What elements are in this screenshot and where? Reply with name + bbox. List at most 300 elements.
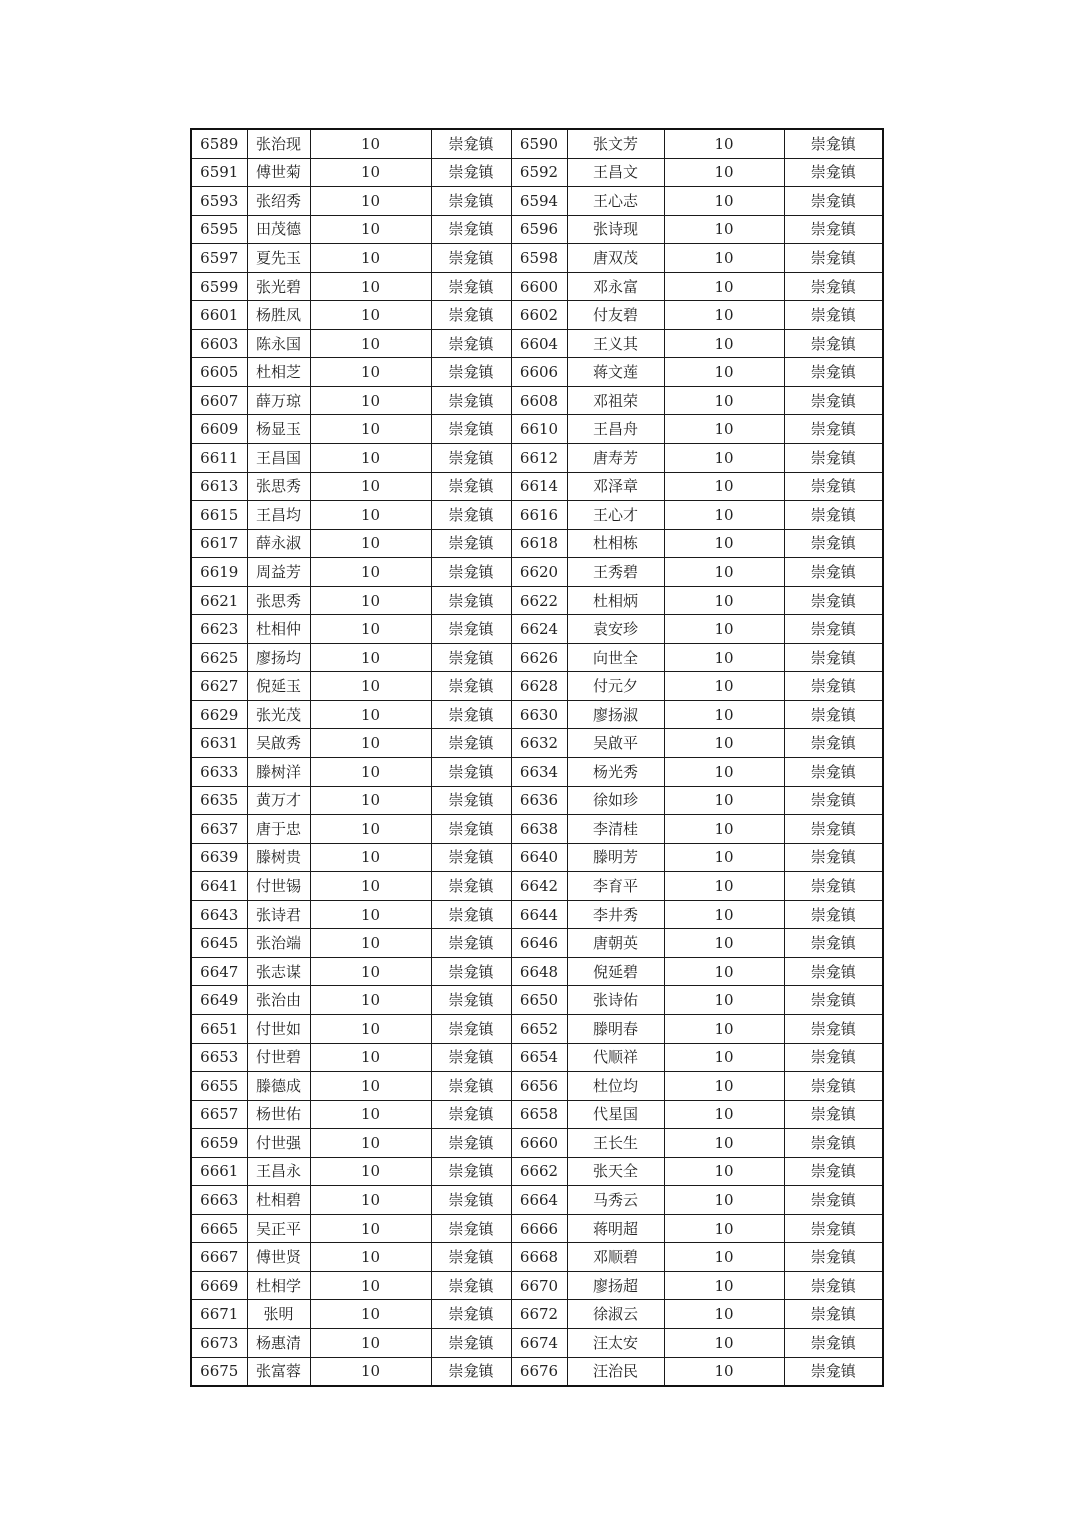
amount-cell: 10 — [664, 1100, 784, 1129]
table-row — [191, 729, 883, 758]
amount-cell: 10 — [310, 1100, 431, 1129]
person-name-cell: 薛万琼 — [247, 386, 310, 415]
record-number-cell: 6614 — [511, 472, 567, 501]
person-name-cell: 汪太安 — [567, 1328, 664, 1357]
town-cell: 崇龛镇 — [431, 758, 511, 787]
person-name-cell: 薛永淑 — [247, 529, 310, 558]
amount-cell: 10 — [664, 187, 784, 216]
record-number-cell: 6676 — [511, 1357, 567, 1386]
amount-cell: 10 — [310, 1271, 431, 1300]
amount-cell: 10 — [310, 444, 431, 473]
town-cell: 崇龛镇 — [784, 872, 883, 901]
record-number-cell: 6621 — [191, 586, 247, 615]
table-row — [191, 1328, 883, 1357]
town-cell: 崇龛镇 — [431, 1100, 511, 1129]
record-number-cell: 6661 — [191, 1157, 247, 1186]
person-name-cell: 张光碧 — [247, 272, 310, 301]
record-number-cell: 6654 — [511, 1043, 567, 1072]
amount-cell: 10 — [310, 1072, 431, 1101]
town-cell: 崇龛镇 — [431, 558, 511, 587]
table-row — [191, 358, 883, 387]
town-cell: 崇龛镇 — [431, 1072, 511, 1101]
person-name-cell: 唐于忠 — [247, 815, 310, 844]
person-name-cell: 邓顺碧 — [567, 1243, 664, 1272]
town-cell: 崇龛镇 — [431, 1014, 511, 1043]
record-number-cell: 6656 — [511, 1072, 567, 1101]
record-number-cell: 6651 — [191, 1014, 247, 1043]
record-number-cell: 6596 — [511, 215, 567, 244]
subsidy-list-table — [190, 128, 884, 1387]
person-name-cell: 张光茂 — [247, 700, 310, 729]
amount-cell: 10 — [310, 501, 431, 530]
person-name-cell: 蒋文莲 — [567, 358, 664, 387]
amount-cell: 10 — [310, 1129, 431, 1158]
amount-cell: 10 — [664, 872, 784, 901]
person-name-cell: 唐寿芳 — [567, 444, 664, 473]
table-row — [191, 1186, 883, 1215]
table-row — [191, 472, 883, 501]
town-cell: 崇龛镇 — [784, 158, 883, 187]
amount-cell: 10 — [310, 529, 431, 558]
record-number-cell: 6664 — [511, 1186, 567, 1215]
amount-cell: 10 — [664, 215, 784, 244]
amount-cell: 10 — [664, 1357, 784, 1386]
record-number-cell: 6628 — [511, 672, 567, 701]
amount-cell: 10 — [310, 215, 431, 244]
amount-cell: 10 — [664, 358, 784, 387]
table-row — [191, 301, 883, 330]
person-name-cell: 廖扬淑 — [567, 700, 664, 729]
table-row — [191, 1300, 883, 1329]
town-cell: 崇龛镇 — [431, 1043, 511, 1072]
record-number-cell: 6615 — [191, 501, 247, 530]
record-number-cell: 6626 — [511, 643, 567, 672]
record-number-cell: 6604 — [511, 329, 567, 358]
town-cell: 崇龛镇 — [784, 1186, 883, 1215]
amount-cell: 10 — [664, 129, 784, 158]
person-name-cell: 黄万才 — [247, 786, 310, 815]
person-name-cell: 王秀碧 — [567, 558, 664, 587]
town-cell: 崇龛镇 — [784, 1072, 883, 1101]
table-row — [191, 1157, 883, 1186]
amount-cell: 10 — [310, 1157, 431, 1186]
table-row — [191, 158, 883, 187]
record-number-cell: 6618 — [511, 529, 567, 558]
table-row — [191, 986, 883, 1015]
amount-cell: 10 — [310, 358, 431, 387]
amount-cell: 10 — [310, 187, 431, 216]
town-cell: 崇龛镇 — [431, 586, 511, 615]
town-cell: 崇龛镇 — [784, 529, 883, 558]
person-name-cell: 向世全 — [567, 643, 664, 672]
amount-cell: 10 — [310, 929, 431, 958]
record-number-cell: 6591 — [191, 158, 247, 187]
person-name-cell: 夏先玉 — [247, 244, 310, 273]
table-body — [191, 129, 883, 1386]
amount-cell: 10 — [310, 843, 431, 872]
person-name-cell: 张治现 — [247, 129, 310, 158]
person-name-cell: 杨胜凤 — [247, 301, 310, 330]
person-name-cell: 杜相芝 — [247, 358, 310, 387]
person-name-cell: 杜相栋 — [567, 529, 664, 558]
town-cell: 崇龛镇 — [431, 1357, 511, 1386]
table-row — [191, 1043, 883, 1072]
person-name-cell: 倪延玉 — [247, 672, 310, 701]
amount-cell: 10 — [310, 1014, 431, 1043]
town-cell: 崇龛镇 — [431, 1214, 511, 1243]
person-name-cell: 滕德成 — [247, 1072, 310, 1101]
person-name-cell: 倪延碧 — [567, 957, 664, 986]
person-name-cell: 李井秀 — [567, 900, 664, 929]
amount-cell: 10 — [310, 786, 431, 815]
record-number-cell: 6609 — [191, 415, 247, 444]
person-name-cell: 徐如珍 — [567, 786, 664, 815]
town-cell: 崇龛镇 — [431, 900, 511, 929]
record-number-cell: 6589 — [191, 129, 247, 158]
person-name-cell: 杨世佑 — [247, 1100, 310, 1129]
record-number-cell: 6611 — [191, 444, 247, 473]
person-name-cell: 傅世菊 — [247, 158, 310, 187]
amount-cell: 10 — [664, 472, 784, 501]
table-row — [191, 529, 883, 558]
town-cell: 崇龛镇 — [431, 215, 511, 244]
amount-cell: 10 — [310, 1300, 431, 1329]
amount-cell: 10 — [664, 900, 784, 929]
town-cell: 崇龛镇 — [431, 872, 511, 901]
record-number-cell: 6667 — [191, 1243, 247, 1272]
person-name-cell: 吴啟平 — [567, 729, 664, 758]
record-number-cell: 6616 — [511, 501, 567, 530]
record-number-cell: 6645 — [191, 929, 247, 958]
record-number-cell: 6613 — [191, 472, 247, 501]
town-cell: 崇龛镇 — [431, 957, 511, 986]
table-row — [191, 957, 883, 986]
person-name-cell: 廖扬均 — [247, 643, 310, 672]
town-cell: 崇龛镇 — [431, 272, 511, 301]
amount-cell: 10 — [664, 158, 784, 187]
record-number-cell: 6635 — [191, 786, 247, 815]
town-cell: 崇龛镇 — [784, 386, 883, 415]
table-row — [191, 1129, 883, 1158]
amount-cell: 10 — [664, 529, 784, 558]
town-cell: 崇龛镇 — [784, 1357, 883, 1386]
person-name-cell: 滕明春 — [567, 1014, 664, 1043]
town-cell: 崇龛镇 — [784, 444, 883, 473]
amount-cell: 10 — [310, 386, 431, 415]
town-cell: 崇龛镇 — [784, 1014, 883, 1043]
person-name-cell: 代星国 — [567, 1100, 664, 1129]
table-row — [191, 843, 883, 872]
record-number-cell: 6663 — [191, 1186, 247, 1215]
town-cell: 崇龛镇 — [431, 1129, 511, 1158]
person-name-cell: 王昌舟 — [567, 415, 664, 444]
record-number-cell: 6629 — [191, 700, 247, 729]
table-row — [191, 900, 883, 929]
record-number-cell: 6639 — [191, 843, 247, 872]
amount-cell: 10 — [664, 558, 784, 587]
town-cell: 崇龛镇 — [431, 786, 511, 815]
person-name-cell: 滕树贵 — [247, 843, 310, 872]
person-name-cell: 张天全 — [567, 1157, 664, 1186]
table-row — [191, 1214, 883, 1243]
record-number-cell: 6634 — [511, 758, 567, 787]
record-number-cell: 6595 — [191, 215, 247, 244]
record-number-cell: 6672 — [511, 1300, 567, 1329]
record-number-cell: 6605 — [191, 358, 247, 387]
town-cell: 崇龛镇 — [431, 244, 511, 273]
person-name-cell: 袁安珍 — [567, 615, 664, 644]
person-name-cell: 田茂德 — [247, 215, 310, 244]
record-number-cell: 6643 — [191, 900, 247, 929]
amount-cell: 10 — [664, 615, 784, 644]
record-number-cell: 6668 — [511, 1243, 567, 1272]
town-cell: 崇龛镇 — [784, 815, 883, 844]
amount-cell: 10 — [310, 415, 431, 444]
record-number-cell: 6610 — [511, 415, 567, 444]
amount-cell: 10 — [310, 1357, 431, 1386]
table-row — [191, 244, 883, 273]
person-name-cell: 徐淑云 — [567, 1300, 664, 1329]
town-cell: 崇龛镇 — [431, 187, 511, 216]
town-cell: 崇龛镇 — [431, 444, 511, 473]
amount-cell: 10 — [664, 1072, 784, 1101]
record-number-cell: 6623 — [191, 615, 247, 644]
town-cell: 崇龛镇 — [784, 1214, 883, 1243]
town-cell: 崇龛镇 — [431, 472, 511, 501]
record-number-cell: 6640 — [511, 843, 567, 872]
table-row — [191, 501, 883, 530]
person-name-cell: 蒋明超 — [567, 1214, 664, 1243]
amount-cell: 10 — [664, 758, 784, 787]
record-number-cell: 6642 — [511, 872, 567, 901]
record-number-cell: 6631 — [191, 729, 247, 758]
person-name-cell: 付元夕 — [567, 672, 664, 701]
record-number-cell: 6632 — [511, 729, 567, 758]
town-cell: 崇龛镇 — [431, 301, 511, 330]
record-number-cell: 6670 — [511, 1271, 567, 1300]
person-name-cell: 王长生 — [567, 1129, 664, 1158]
table-row — [191, 700, 883, 729]
person-name-cell: 张诗现 — [567, 215, 664, 244]
person-name-cell: 张明 — [247, 1300, 310, 1329]
person-name-cell: 周益芳 — [247, 558, 310, 587]
person-name-cell: 邓祖荣 — [567, 386, 664, 415]
town-cell: 崇龛镇 — [784, 272, 883, 301]
town-cell: 崇龛镇 — [431, 1328, 511, 1357]
amount-cell: 10 — [664, 1271, 784, 1300]
person-name-cell: 邓泽章 — [567, 472, 664, 501]
record-number-cell: 6662 — [511, 1157, 567, 1186]
record-number-cell: 6598 — [511, 244, 567, 273]
amount-cell: 10 — [310, 158, 431, 187]
amount-cell: 10 — [664, 301, 784, 330]
person-name-cell: 杜相学 — [247, 1271, 310, 1300]
person-name-cell: 代顺祥 — [567, 1043, 664, 1072]
table-row — [191, 1072, 883, 1101]
amount-cell: 10 — [310, 957, 431, 986]
town-cell: 崇龛镇 — [784, 129, 883, 158]
amount-cell: 10 — [310, 301, 431, 330]
town-cell: 崇龛镇 — [431, 529, 511, 558]
record-number-cell: 6619 — [191, 558, 247, 587]
town-cell: 崇龛镇 — [431, 815, 511, 844]
town-cell: 崇龛镇 — [784, 672, 883, 701]
amount-cell: 10 — [664, 986, 784, 1015]
amount-cell: 10 — [310, 129, 431, 158]
record-number-cell: 6657 — [191, 1100, 247, 1129]
amount-cell: 10 — [664, 1014, 784, 1043]
amount-cell: 10 — [310, 472, 431, 501]
table-row — [191, 929, 883, 958]
person-name-cell: 杜相炳 — [567, 586, 664, 615]
person-name-cell: 王昌国 — [247, 444, 310, 473]
table-row — [191, 558, 883, 587]
table-row — [191, 215, 883, 244]
record-number-cell: 6601 — [191, 301, 247, 330]
record-number-cell: 6666 — [511, 1214, 567, 1243]
town-cell: 崇龛镇 — [784, 1129, 883, 1158]
town-cell: 崇龛镇 — [431, 1186, 511, 1215]
town-cell: 崇龛镇 — [784, 843, 883, 872]
amount-cell: 10 — [310, 244, 431, 273]
town-cell: 崇龛镇 — [784, 1300, 883, 1329]
person-name-cell: 张诗君 — [247, 900, 310, 929]
amount-cell: 10 — [664, 957, 784, 986]
record-number-cell: 6675 — [191, 1357, 247, 1386]
record-number-cell: 6649 — [191, 986, 247, 1015]
person-name-cell: 邓永富 — [567, 272, 664, 301]
record-number-cell: 6665 — [191, 1214, 247, 1243]
record-number-cell: 6627 — [191, 672, 247, 701]
record-number-cell: 6644 — [511, 900, 567, 929]
town-cell: 崇龛镇 — [784, 244, 883, 273]
record-number-cell: 6653 — [191, 1043, 247, 1072]
amount-cell: 10 — [664, 1300, 784, 1329]
town-cell: 崇龛镇 — [784, 615, 883, 644]
record-number-cell: 6655 — [191, 1072, 247, 1101]
person-name-cell: 王昌文 — [567, 158, 664, 187]
amount-cell: 10 — [664, 672, 784, 701]
amount-cell: 10 — [664, 1186, 784, 1215]
record-number-cell: 6652 — [511, 1014, 567, 1043]
town-cell: 崇龛镇 — [784, 1043, 883, 1072]
person-name-cell: 杨惠清 — [247, 1328, 310, 1357]
town-cell: 崇龛镇 — [431, 358, 511, 387]
record-number-cell: 6630 — [511, 700, 567, 729]
record-number-cell: 6592 — [511, 158, 567, 187]
person-name-cell: 马秀云 — [567, 1186, 664, 1215]
person-name-cell: 杜位均 — [567, 1072, 664, 1101]
amount-cell: 10 — [664, 386, 784, 415]
table-row — [191, 615, 883, 644]
amount-cell: 10 — [664, 586, 784, 615]
record-number-cell: 6600 — [511, 272, 567, 301]
person-name-cell: 张志谋 — [247, 957, 310, 986]
amount-cell: 10 — [310, 1043, 431, 1072]
town-cell: 崇龛镇 — [784, 301, 883, 330]
person-name-cell: 滕明芳 — [567, 843, 664, 872]
town-cell: 崇龛镇 — [784, 929, 883, 958]
town-cell: 崇龛镇 — [784, 1100, 883, 1129]
person-name-cell: 张思秀 — [247, 472, 310, 501]
table-row — [191, 1100, 883, 1129]
town-cell: 崇龛镇 — [431, 615, 511, 644]
record-number-cell: 6620 — [511, 558, 567, 587]
town-cell: 崇龛镇 — [784, 501, 883, 530]
town-cell: 崇龛镇 — [431, 643, 511, 672]
person-name-cell: 张思秀 — [247, 586, 310, 615]
record-number-cell: 6594 — [511, 187, 567, 216]
record-number-cell: 6660 — [511, 1129, 567, 1158]
person-name-cell: 唐双茂 — [567, 244, 664, 273]
person-name-cell: 付世锡 — [247, 872, 310, 901]
town-cell: 崇龛镇 — [431, 986, 511, 1015]
amount-cell: 10 — [310, 1214, 431, 1243]
town-cell: 崇龛镇 — [431, 729, 511, 758]
town-cell: 崇龛镇 — [431, 929, 511, 958]
amount-cell: 10 — [664, 1129, 784, 1158]
table-row — [191, 129, 883, 158]
amount-cell: 10 — [664, 700, 784, 729]
person-name-cell: 张治由 — [247, 986, 310, 1015]
town-cell: 崇龛镇 — [431, 329, 511, 358]
person-name-cell: 吴啟秀 — [247, 729, 310, 758]
town-cell: 崇龛镇 — [431, 700, 511, 729]
person-name-cell: 傅世贤 — [247, 1243, 310, 1272]
amount-cell: 10 — [664, 1157, 784, 1186]
person-name-cell: 李育平 — [567, 872, 664, 901]
person-name-cell: 王昌永 — [247, 1157, 310, 1186]
record-number-cell: 6597 — [191, 244, 247, 273]
town-cell: 崇龛镇 — [431, 129, 511, 158]
amount-cell: 10 — [310, 872, 431, 901]
record-number-cell: 6637 — [191, 815, 247, 844]
amount-cell: 10 — [310, 1328, 431, 1357]
person-name-cell: 张诗佑 — [567, 986, 664, 1015]
town-cell: 崇龛镇 — [784, 1157, 883, 1186]
table-row — [191, 672, 883, 701]
person-name-cell: 王义其 — [567, 329, 664, 358]
table-row — [191, 272, 883, 301]
town-cell: 崇龛镇 — [784, 900, 883, 929]
town-cell: 崇龛镇 — [784, 643, 883, 672]
record-number-cell: 6622 — [511, 586, 567, 615]
table-row — [191, 1357, 883, 1386]
table-row — [191, 187, 883, 216]
town-cell: 崇龛镇 — [784, 586, 883, 615]
table-row — [191, 872, 883, 901]
amount-cell: 10 — [664, 501, 784, 530]
record-number-cell: 6633 — [191, 758, 247, 787]
town-cell: 崇龛镇 — [784, 472, 883, 501]
town-cell: 崇龛镇 — [431, 1157, 511, 1186]
town-cell: 崇龛镇 — [784, 415, 883, 444]
amount-cell: 10 — [310, 1243, 431, 1272]
person-name-cell: 杨光秀 — [567, 758, 664, 787]
town-cell: 崇龛镇 — [431, 1243, 511, 1272]
person-name-cell: 廖扬超 — [567, 1271, 664, 1300]
person-name-cell: 张富蓉 — [247, 1357, 310, 1386]
town-cell: 崇龛镇 — [784, 329, 883, 358]
record-number-cell: 6658 — [511, 1100, 567, 1129]
town-cell: 崇龛镇 — [784, 358, 883, 387]
record-number-cell: 6608 — [511, 386, 567, 415]
person-name-cell: 付友碧 — [567, 301, 664, 330]
town-cell: 崇龛镇 — [431, 843, 511, 872]
record-number-cell: 6674 — [511, 1328, 567, 1357]
table-row — [191, 758, 883, 787]
amount-cell: 10 — [664, 444, 784, 473]
